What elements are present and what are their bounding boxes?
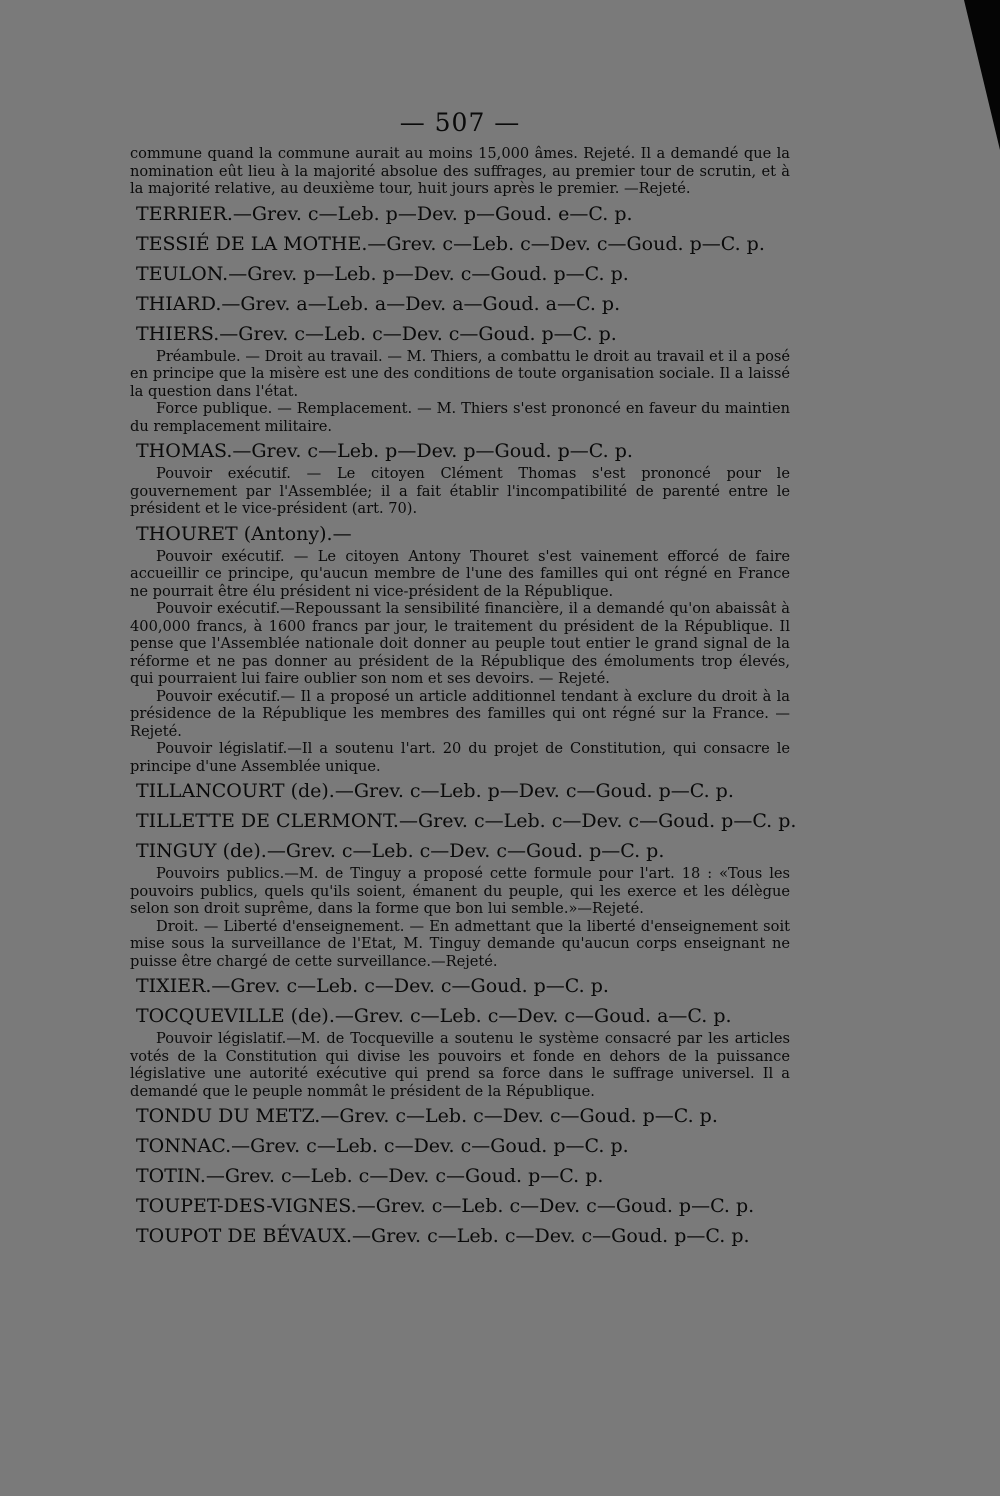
entry-tixier: TIXIER.—Grev. c—Leb. c—Dev. c—Goud. p—C. p. <box>136 975 609 997</box>
entry-tinguy: TINGUY (de).—Grev. c—Leb. c—Dev. c—Goud. p—C. p. <box>136 840 665 862</box>
note-tocqueville-pouvoir-legislatif: Pouvoir législatif.—M. de Tocqueville a soutenu le système consacré par les articles votés de la Constitution qui divise les pouvoirs et fonde en dehors de la puissance législative une autorité exécutive qui prend sa force dans le suffrage universel. Il a demandé que le peuple nommât le président de la République. <box>130 1030 790 1100</box>
entry-toupet-des-vignes: TOUPET-DES-VIGNES.—Grev. c—Leb. c—Dev. c—Goud. p—C. p. <box>136 1195 755 1217</box>
note-thiers-preambule: Préambule. — Droit au travail. — M. Thiers, a combattu le droit au travail et il a posé en principe que la misère est une des conditions de toute organisation sociale. Il a laissé la question dans l'état. <box>130 347 790 400</box>
entry-tillette-de-clermont: TILLETTE DE CLERMONT.—Grev. c—Leb. c—Dev. c—Goud. p—C. p. <box>136 810 797 832</box>
entry-tocqueville: TOCQUEVILLE (de).—Grev. c—Leb. c—Dev. c—Goud. a—C. p. <box>136 1005 732 1027</box>
note-thouret-1: Pouvoir exécutif. — Le citoyen Antony Thouret s'est vainement efforcé de faire accueillir ce principe, qu'aucun membre de l'une des familles qui ont régné en France ne pourrait être élu président ni vice-président de la République. <box>130 547 790 600</box>
entry-tondu-du-metz: TONDU DU METZ.—Grev. c—Leb. c—Dev. c—Goud. p—C. p. <box>136 1105 718 1127</box>
page-edge-mark <box>964 0 1000 150</box>
document-page <box>130 108 797 1250</box>
intro-paragraph: commune quand la commune aurait au moins 15,000 âmes. Rejeté. Il a demandé que la nomination eût lieu à la majorité absolue des suffrages, au premier tour de scrutin, et à la majorité relative, au deuxième tour, huit jours après le premier. —Rejeté. <box>130 145 790 197</box>
entry-thouret: THOURET (Antony).— <box>136 522 352 545</box>
entry-tonnac: TONNAC.—Grev. c—Leb. c—Dev. c—Goud. p—C. p. <box>136 1135 629 1157</box>
note-thomas-pouvoir-executif: Pouvoir exécutif. — Le citoyen Clément Thomas s'est prononcé pour le gouvernement par l'Assemblée; il a fait établir l'incompatibilité de parenté entre le président et le vice-président (art. 70). <box>130 465 790 517</box>
entry-tessie-de-la-mothe: TESSIÉ DE LA MOTHE.—Grev. c—Leb. c—Dev. c—Goud. p—C. p. <box>136 232 765 255</box>
note-thouret-2: Pouvoir exécutif.—Repoussant la sensibilité financière, il a demandé qu'on abaissât à 400,000 francs, à 1600 francs par jour, le traitement du président de la République. Il pense que l'Assemblée nationale doit donner au peuple tout entier le grand signal de la réforme et ne pas donner au président de la République des émoluments trop élevés, qui pourraient lui faire oublier son nom et ses devoirs. — Rejeté. <box>130 600 790 687</box>
entry-terrier: TERRIER.—Grev. c—Leb. p—Dev. p—Goud. e—C. p. <box>136 202 633 225</box>
entry-tillancourt: TILLANCOURT (de).—Grev. c—Leb. p—Dev. c—Goud. p—C. p. <box>136 780 734 802</box>
note-tinguy-droit: Droit. — Liberté d'enseignement. — En admettant que la liberté d'enseignement soit mise sous la surveillance de l'Etat, M. Tinguy demande qu'aucun corps enseignant ne puisse être chargé de cette surveillance.—Rejeté. <box>130 917 790 970</box>
entry-toupot-de-bevaux: TOUPOT DE BÉVAUX.—Grev. c—Leb. c—Dev. c—Goud. p—C. p. <box>136 1225 750 1247</box>
page-number: — 507 — <box>399 108 521 137</box>
entry-totin: TOTIN.—Grev. c—Leb. c—Dev. c—Goud. p—C. p. <box>136 1165 604 1187</box>
entry-thomas: THOMAS.—Grev. c—Leb. p—Dev. p—Goud. p—C. p. <box>136 440 633 462</box>
entry-teulon: TEULON.—Grev. p—Leb. p—Dev. c—Goud. p—C. p. <box>136 262 629 285</box>
note-thouret-3: Pouvoir exécutif.— Il a proposé un article additionnel tendant à exclure du droit à la présidence de la République les membres des familles qui ont régné sur la France. — Rejeté. <box>130 687 790 740</box>
note-tinguy-pouvoirs-publics: Pouvoirs publics.—M. de Tinguy a proposé cette formule pour l'art. 18 : «Tous les pouvoirs publics, quels qu'ils soient, émanent du peuple, qui les exerce et les délègue selon son droit suprême, dans la forme que bon lui semble.»—Rejeté. <box>130 865 790 917</box>
note-thiers-force-publique: Force publique. — Remplacement. — M. Thiers s'est prononcé en faveur du maintien du remplacement militaire. <box>130 400 790 435</box>
entry-thiard: THIARD.—Grev. a—Leb. a—Dev. a—Goud. a—C. p. <box>136 292 621 315</box>
entry-thiers: THIERS.—Grev. c—Leb. c—Dev. c—Goud. p—C. p. <box>136 322 617 345</box>
note-thouret-4: Pouvoir législatif.—Il a soutenu l'art. 20 du projet de Constitution, qui consacre le principe d'une Assemblée unique. <box>130 740 790 775</box>
